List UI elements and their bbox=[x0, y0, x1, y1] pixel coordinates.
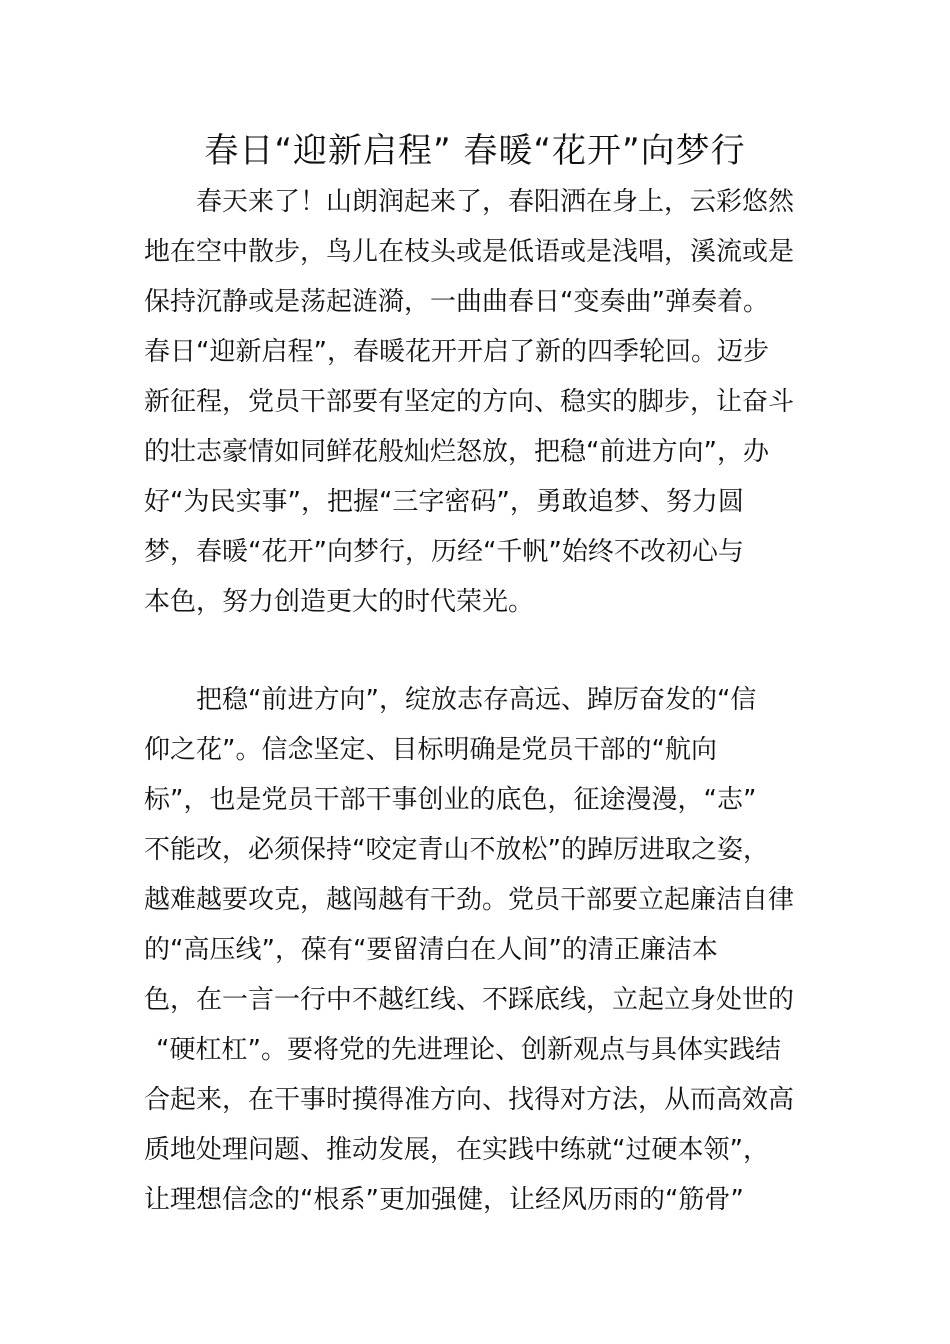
paragraph-line: 把稳“前进方向”，绽放志存高远、踔厉奋发的“信 bbox=[196, 685, 757, 715]
paragraph-line: 梦，春暖“花开”向梦行，历经“千帆”始终不改初心与 bbox=[144, 537, 744, 567]
paragraph-line: “硬杠杠”。要将党的先进理论、创新观点与具体实践结 bbox=[156, 1035, 781, 1065]
paragraph-line: 越难越要攻克，越闯越有干劲。党员干部要立起廉洁自律 bbox=[144, 885, 795, 915]
paragraph-line: 春天来了！山朗润起来了，春阳洒在身上，云彩悠然 bbox=[196, 187, 795, 217]
paragraph-line: 让理想信念的“根系”更加强健，让经风历雨的“筋骨” bbox=[144, 1185, 744, 1215]
paragraph-line: 的“高压线”，葆有“要留清白在人间”的清正廉洁本 bbox=[144, 935, 718, 965]
paragraph-line: 地在空中散步，鸟儿在枝头或是低语或是浅唱，溪流或是 bbox=[144, 237, 795, 267]
paragraph-line: 标”，也是党员干部干事创业的底色，征途漫漫，“志” bbox=[144, 785, 757, 815]
document-title: 春日“迎新启程” 春暖“花开”向梦行 bbox=[204, 131, 746, 171]
paragraph-line: 质地处理问题、推动发展，在实践中练就“过硬本领”， bbox=[144, 1135, 769, 1165]
paragraph-line: 春日“迎新启程”，春暖花开开启了新的四季轮回。迈步 bbox=[144, 337, 769, 367]
paragraph-line: 新征程，党员干部要有坚定的方向、稳实的脚步，让奋斗 bbox=[144, 387, 795, 417]
paragraph-line: 合起来，在干事时摸得准方向、找得对方法，从而高效高 bbox=[144, 1085, 795, 1115]
paragraph-line: 本色，努力创造更大的时代荣光。 bbox=[144, 587, 535, 617]
paragraph-line: 仰之花”。信念坚定、目标明确是党员干部的“航向 bbox=[144, 735, 717, 765]
paragraph-line: 保持沉静或是荡起涟漪，一曲曲春日“变奏曲”弹奏着。 bbox=[144, 287, 769, 317]
paragraph-line: 不能改，必须保持“咬定青山不放松”的踔厉进取之姿， bbox=[144, 835, 769, 865]
paragraph-line: 好“为民实事”，把握“三字密码”，勇敢追梦、努力圆 bbox=[144, 487, 744, 517]
paragraph-line: 的壮志豪情如同鲜花般灿烂怒放，把稳“前进方向”，办 bbox=[144, 437, 769, 467]
paragraph-line: 色，在一言一行中不越红线、不踩底线，立起立身处世的 bbox=[144, 985, 795, 1015]
